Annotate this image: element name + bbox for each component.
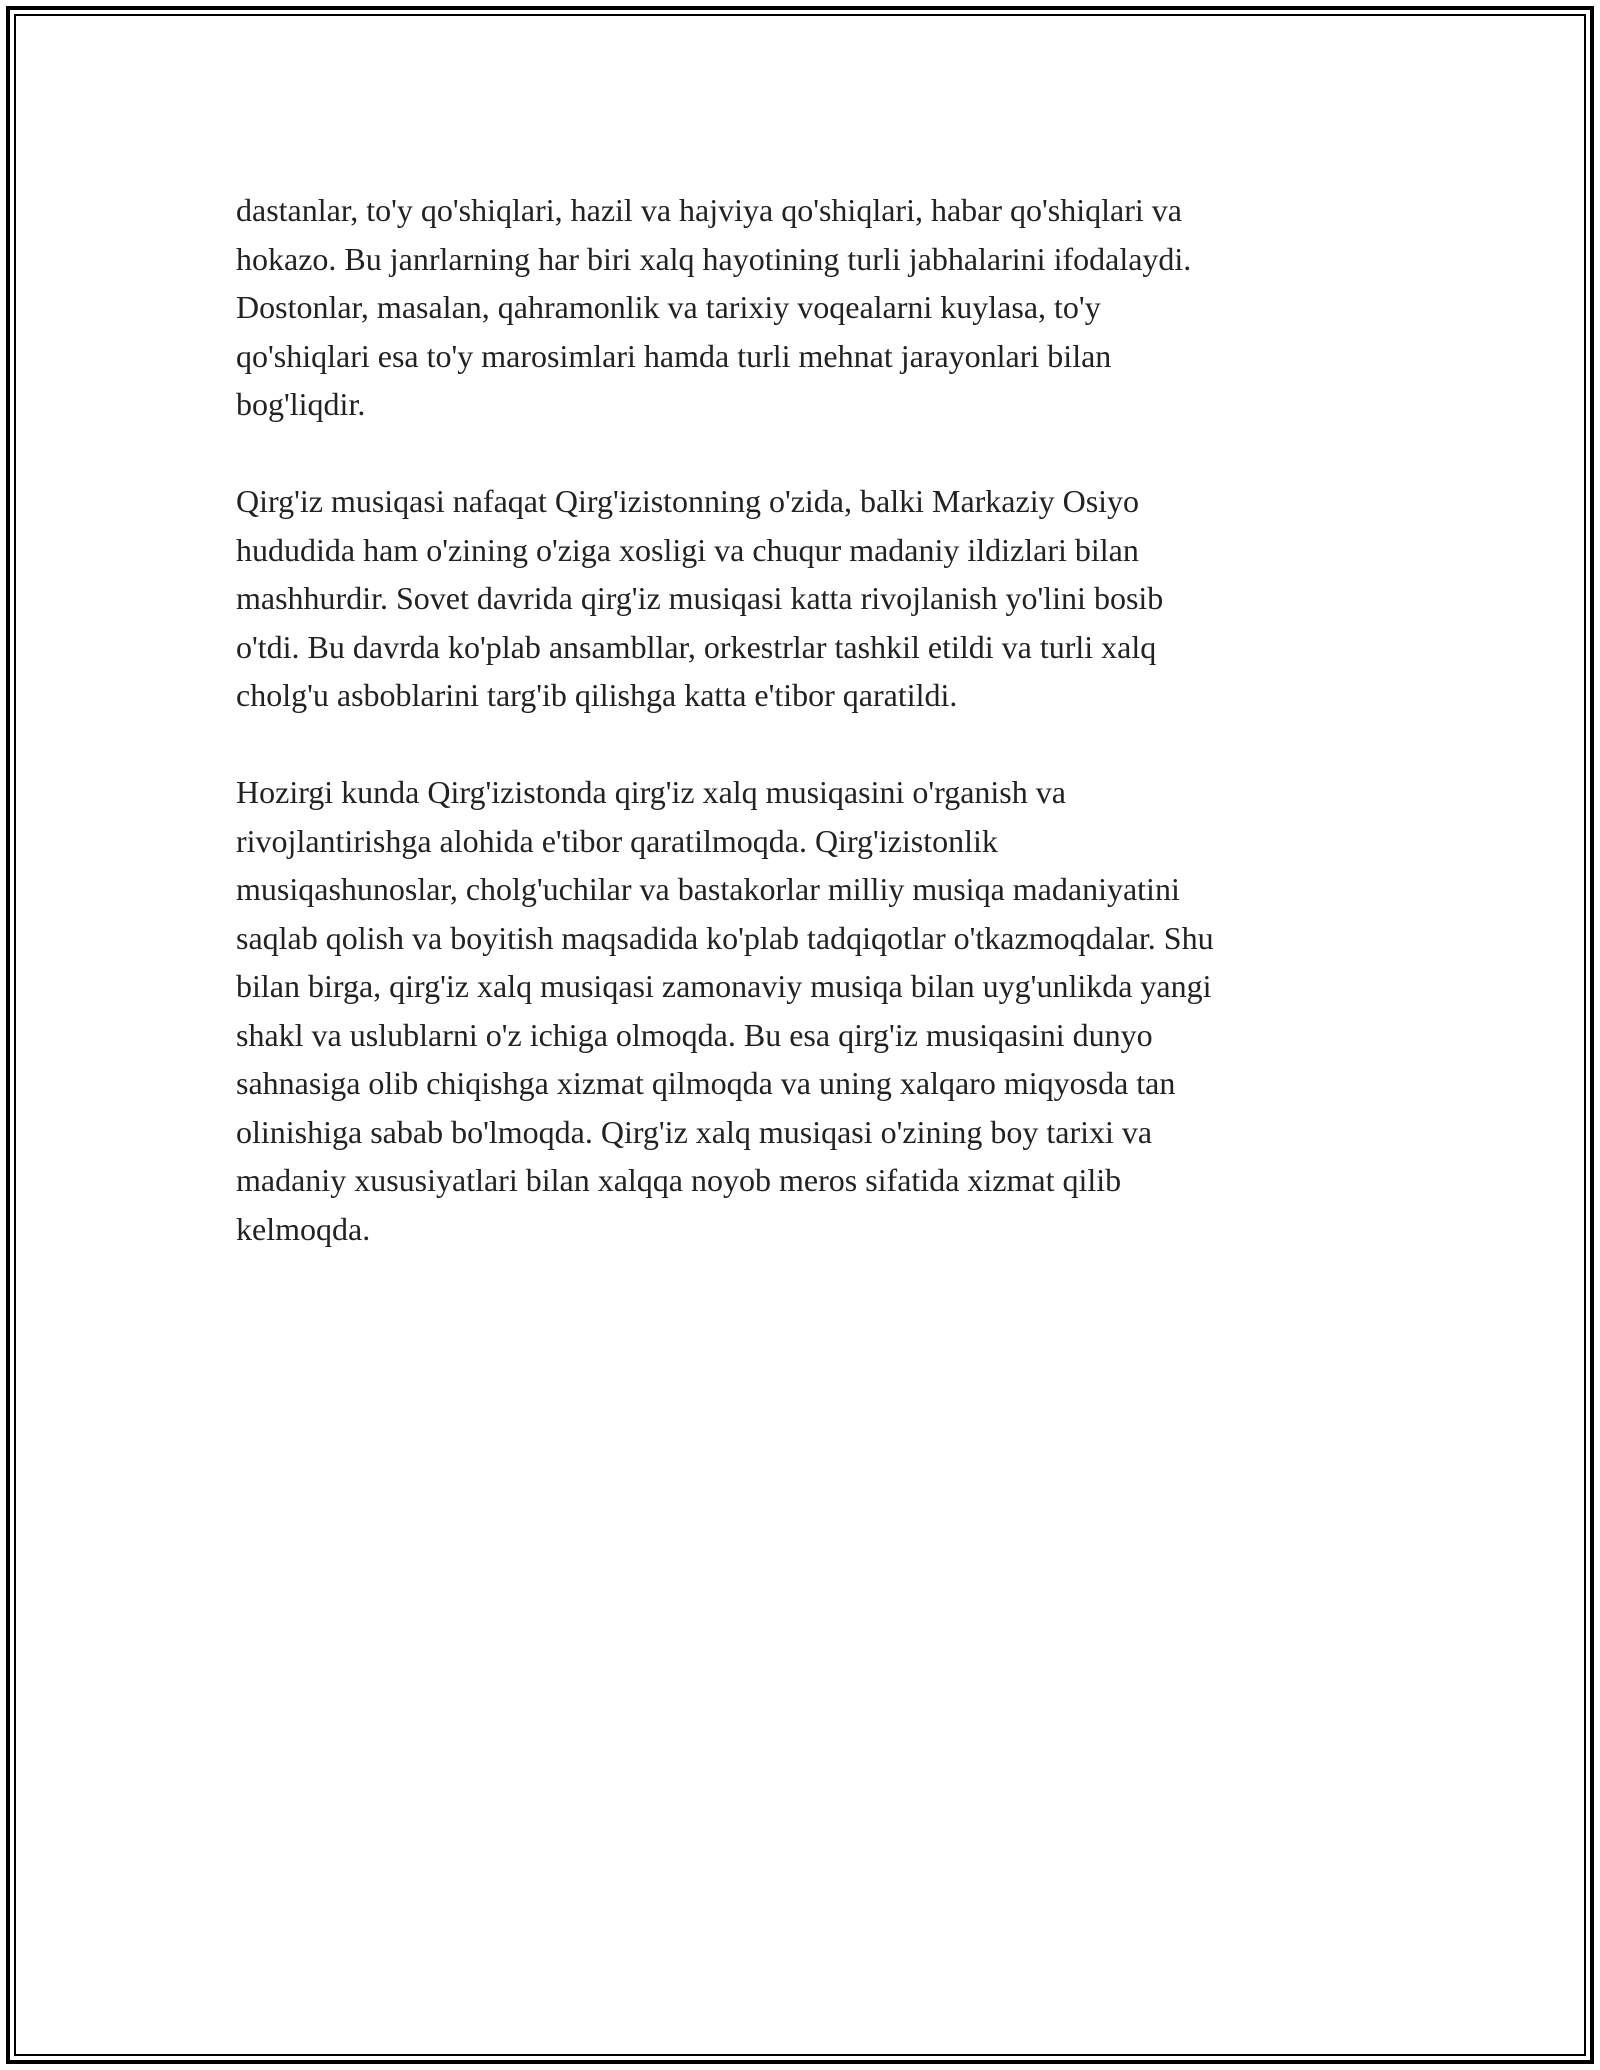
paragraph-1: dastanlar, to'y qo'shiqlari, hazil va hajviya qo'shiqlari, habar qo'shiqlari va hokazo. Bu janrlarning har biri xalq hayotining turli jabhalarini ifodalaydi. Dostonlar, masalan, qahramonlik va tarixiy voqealarni kuylasa, to'y qo'shiqlari esa to'y marosimlari hamda turli mehnat jarayonlari bilan bog'liqdir. bbox=[236, 192, 1192, 422]
document-body bbox=[236, 186, 1376, 1302]
paragraph-3: Hozirgi kunda Qirg'izistonda qirg'iz xalq musiqasini o'rganish va rivojlantirishga alohida e'tibor qaratilmoqda. Qirg'izistonlik musiqashunoslar, cholg'uchilar va bastakorlar milliy musiqa madaniyatini saqlab qolish va boyitish maqsadida ko'plab tadqiqotlar o'tkazmoqdalar. Shu bilan birga, qirg'iz xalq musiqasi zamonaviy musiqa bilan uyg'unlikda yangi shakl va uslublarni o'z ichiga olmoqda. Bu esa qirg'iz musiqasini dunyo sahnasiga olib chiqishga xizmat qilmoqda va uning xalqaro miqyosda tan olinishiga sabab bo'lmoqda. Qirg'iz xalq musiqasi o'zining boy tarixi va madaniy xususiyatlari bilan xalqqa noyob meros sifatida xizmat qilib kelmoqda. bbox=[236, 774, 1214, 1247]
paragraph-2: Qirg'iz musiqasi nafaqat Qirg'izistonning o'zida, balki Markaziy Osiyo hududida ham o'zining o'ziga xosligi va chuqur madaniy ildizlari bilan mashhurdir. Sovet davrida qirg'iz musiqasi katta rivojlanish yo'lini bosib o'tdi. Bu davrda ko'plab ansambllar, orkestrlar tashkil etildi va turli xalq cholg'u asboblarini targ'ib qilishga katta e'tibor qaratildi. bbox=[236, 483, 1164, 713]
